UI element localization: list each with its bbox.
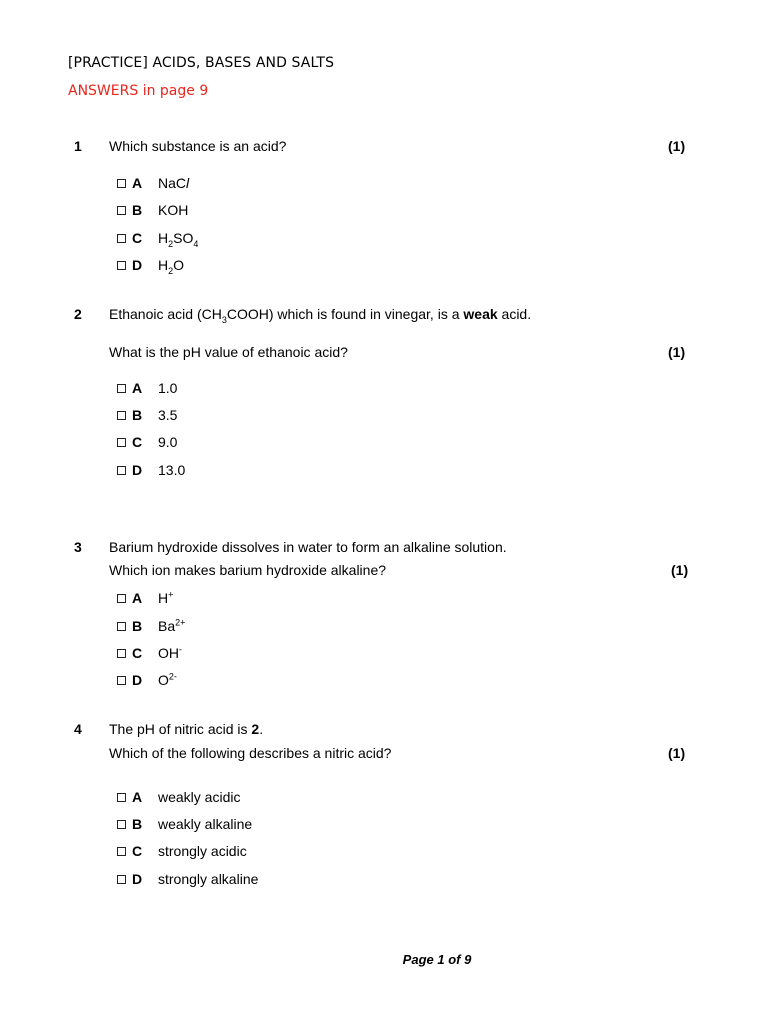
q1-option-b[interactable] [117, 201, 188, 219]
question-3-marks: (1) [671, 562, 689, 578]
q3-option-a[interactable] [117, 589, 173, 607]
option-text: 9.0 [158, 434, 178, 450]
checkbox-icon[interactable] [117, 234, 126, 243]
option-letter: C [132, 434, 143, 450]
checkbox-icon[interactable] [117, 793, 126, 802]
q3-option-c[interactable] [117, 644, 182, 662]
q4-option-c[interactable] [117, 842, 247, 860]
option-letter: A [132, 380, 143, 396]
q4-option-b[interactable] [117, 815, 252, 833]
option-letter: C [132, 645, 143, 661]
option-text: H+ [158, 589, 174, 606]
checkbox-icon[interactable] [117, 206, 126, 215]
option-letter: C [132, 843, 143, 859]
option-letter: A [132, 789, 143, 805]
q3-option-b[interactable] [117, 617, 185, 635]
question-4-text: Which of the following describes a nitric acid? [109, 745, 392, 761]
page-title: [PRACTICE] ACIDS, BASES AND SALTS [68, 55, 335, 71]
checkbox-icon[interactable] [117, 466, 126, 475]
option-text: $O^{2-}$ [158, 671, 177, 688]
checkbox-icon[interactable] [117, 411, 126, 420]
checkbox-icon[interactable] [117, 875, 126, 884]
question-2-number: 2 [74, 306, 82, 322]
checkbox-icon[interactable] [117, 676, 126, 685]
question-4-intro: The pH of nitric acid is 2. [109, 721, 264, 737]
page-footer: Page 1 of 9 [402, 952, 472, 967]
question-3-number: 3 [74, 539, 82, 555]
option-letter: B [132, 816, 143, 832]
option-letter: B [132, 618, 143, 634]
checkbox-icon[interactable] [117, 179, 126, 188]
option-text: strongly acidic [158, 843, 247, 859]
option-text: 1.0 [158, 380, 178, 396]
option-text: strongly alkaline [158, 871, 259, 887]
checkbox-icon[interactable] [117, 438, 126, 447]
option-letter: D [132, 257, 143, 273]
checkbox-icon[interactable] [117, 261, 126, 270]
q2-option-b[interactable] [117, 406, 177, 424]
option-letter: D [132, 462, 143, 478]
question-3-intro: Barium hydroxide dissolves in water to form an alkaline solution. [109, 539, 507, 555]
q1-option-c[interactable] [117, 229, 198, 247]
option-letter: A [132, 175, 143, 191]
checkbox-icon[interactable] [117, 649, 126, 658]
checkbox-icon[interactable] [117, 594, 126, 603]
option-letter: D [132, 672, 143, 688]
question-1-number: 1 [74, 138, 82, 154]
option-letter: D [132, 871, 143, 887]
question-3-text: Which ion makes barium hydroxide alkaline? [109, 562, 387, 578]
option-letter: C [132, 230, 143, 246]
option-text: KOH [158, 202, 189, 218]
option-text: $Ba^{2+}$ [158, 617, 186, 634]
checkbox-icon[interactable] [117, 820, 126, 829]
q4-option-d[interactable] [117, 870, 258, 888]
option-text: 3.5 [158, 407, 178, 423]
question-1-marks: (1) [668, 138, 686, 154]
question-2-intro: Ethanoic acid $(CH_3COOH)$ which is found in vinegar, is a weak acid. [109, 306, 532, 325]
q4-option-a[interactable] [117, 788, 240, 806]
question-2-text: What is the pH value of ethanoic acid? [109, 344, 348, 360]
q1-option-a[interactable] [117, 174, 189, 192]
q1-option-d[interactable] [117, 256, 184, 274]
checkbox-icon[interactable] [117, 622, 126, 631]
q2-option-d[interactable] [117, 461, 185, 479]
q2-option-c[interactable] [117, 433, 177, 451]
option-letter: A [132, 590, 143, 606]
q2-option-a[interactable] [117, 379, 177, 397]
option-text: OH- [158, 644, 182, 661]
question-2-marks: (1) [668, 344, 686, 360]
question-4-marks: (1) [668, 745, 686, 761]
question-1-text: Which substance is an acid? [109, 138, 287, 154]
option-text: weakly acidic [158, 789, 241, 805]
option-text: $H_2O$ [158, 257, 185, 276]
option-text: weakly alkaline [158, 816, 253, 832]
option-letter: B [132, 202, 143, 218]
option-text: 13.0 [158, 462, 186, 478]
q3-option-d[interactable] [117, 671, 177, 689]
option-text: NaCl [158, 175, 190, 191]
option-text: $H_2SO_4$ [158, 230, 199, 249]
checkbox-icon[interactable] [117, 384, 126, 393]
option-letter: B [132, 407, 143, 423]
answers-note: ANSWERS in page 9 [68, 83, 209, 99]
checkbox-icon[interactable] [117, 847, 126, 856]
question-4-number: 4 [74, 721, 82, 737]
